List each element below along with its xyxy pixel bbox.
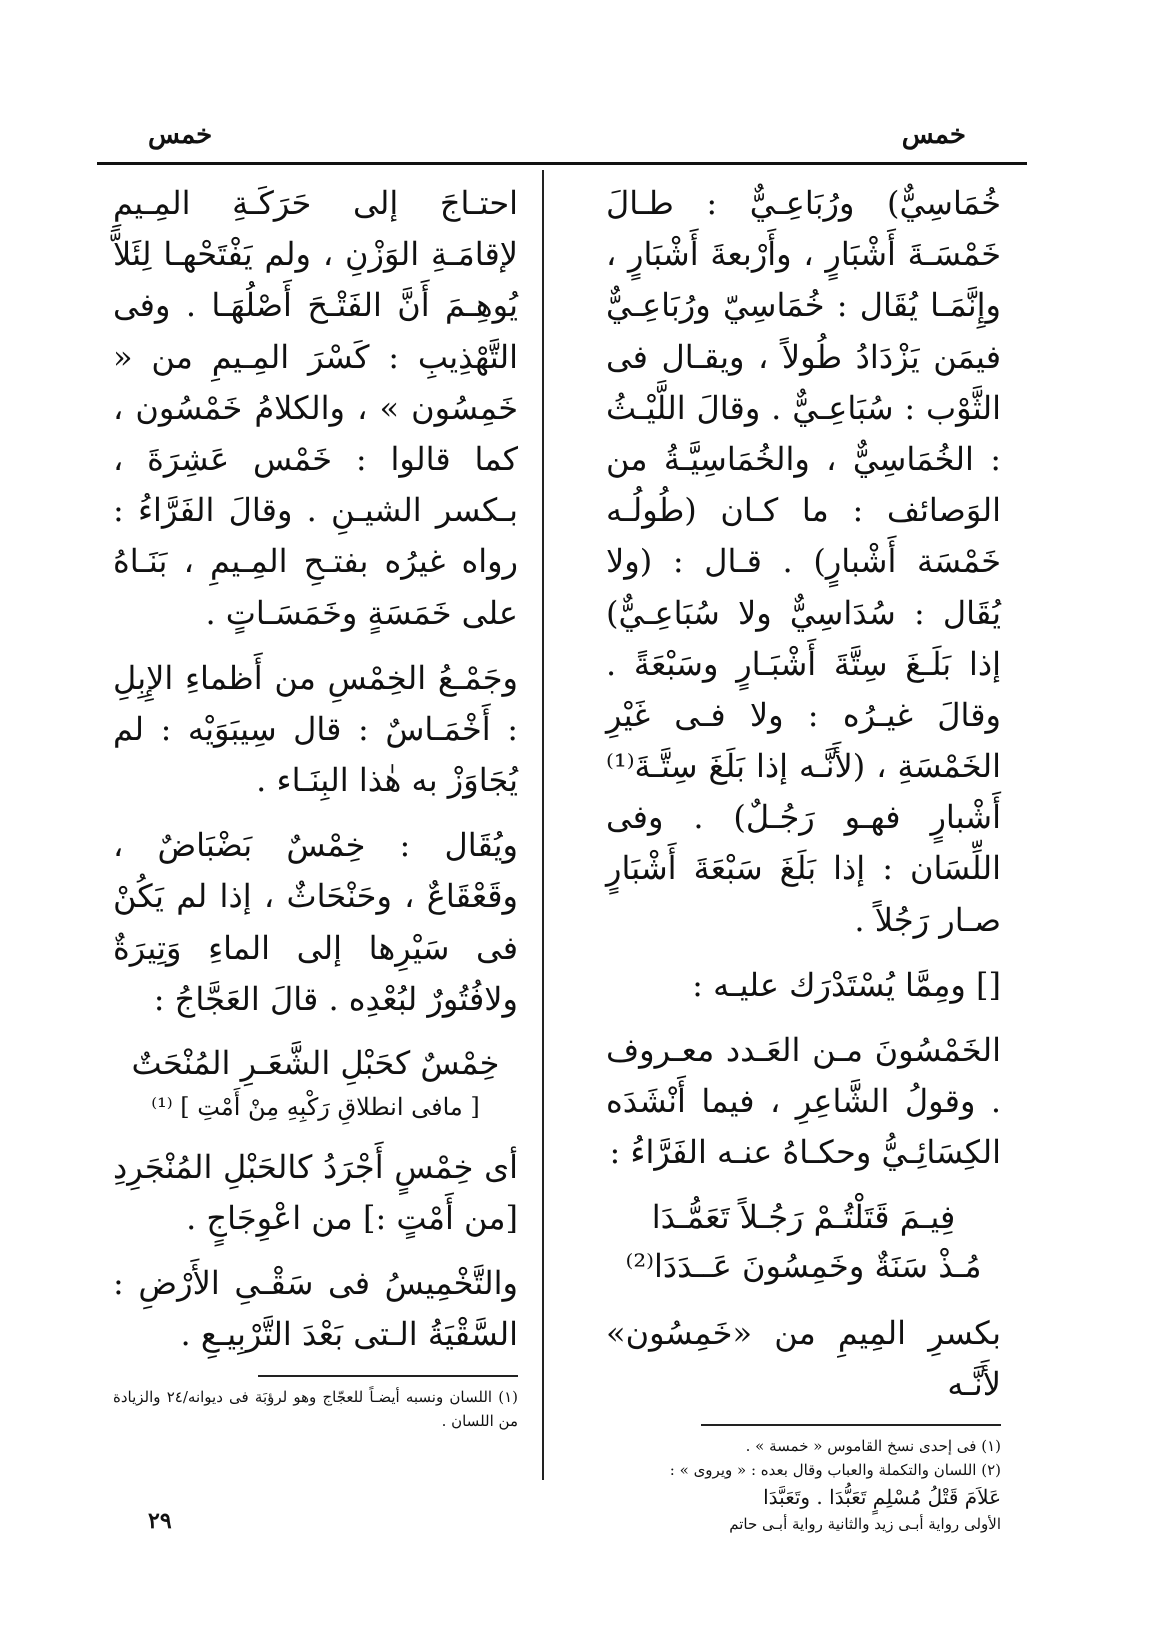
column-divider	[542, 170, 544, 1480]
left-column	[113, 178, 518, 1433]
paragraph: ويُقَال : خِمْسٌ بَضْبَاضٌ ، وقَعْقَاعٌ ، وحَنْحَاثٌ ، إذا لم يَكُنْ فى سَيْرِها إلى الماءِ وَتِيرَةٌ ولافُتُورٌ لبُعْدِه . قالَ العَجَّاجُ :	[113, 826, 518, 1018]
paragraph: خُمَاسِيٌّ) ورُبَاعِـيٌّ : طـالَ خَمْسَـةَ أَشْبَارٍ ، وأَرْبعةَ أَشْبَارٍ ، وإِنَّمَـا يُقَال : خُمَاسِيّ ورُبَاعِـيٌّ فيمَن يَزْدَادُ طُولاً ، ويقـال فى الثَّوْب : سُبَاعِـيٌّ . وقالَ اللَّيْـثُ : الخُمَاسِيٌّ ، والخُمَاسِيَّـةُ من الوَصائف : ما كـان (طُولُـه خَمْسَة أَشْبارٍ) . قـال : (ولا يُقَال : سُدَاسِيٌّ ولا سُبَاعِـيٌّ) إذا بَلَـغَ سِتَّةَ أَشْبَـارٍ وسَبْعَةً . وقالَ غيـرُه : ولا فـى غَيْرِ الخَمْسَةِ ، (لأَنَّـه إذا بَلَغَ سِتَّـةَ⁽¹⁾ أَشْبارٍ فهـو رَجُـلٌ) . وفى اللِّسَان : إذا بَلَغَ سَبْعَةَ أَشْبَارٍ صـار رَجُلاً .	[606, 184, 1001, 939]
footnote-rule	[701, 1424, 1001, 1426]
verse-line: [ مافى انطلاقِ رَكْبِهِ مِنْ أَمْتِ ] ⁽¹⁾	[151, 1092, 480, 1121]
footnote-rule	[258, 1375, 518, 1377]
footnote: (١) اللسان ونسبه أيضـاً للعجّاج وهو لرؤبَة فى ديوانه/٢٤ والزيادة من اللسان .	[113, 1387, 518, 1430]
footnote: (١) فى إحدى نسخ القاموس « خمسة » .	[745, 1437, 1001, 1456]
footnote: (٢) اللسان والتكملة والعباب وقال بعده : « ويروى » :	[669, 1461, 1001, 1480]
paragraph: وجَمْـعُ الخِمْسِ من أَظماءِ الإِبِلِ : أَخْمَـاسٌ : قال سِيبَوَيْه : لم يُجَاوَزْ به هٰذا البِنَـاء .	[113, 658, 518, 800]
footnote-verse: عَلاَمَ قَتْلُ مُسْلِمٍ تَعَبُّدَا . وتَعَبَّدَا	[763, 1485, 1001, 1510]
paragraph: بكسرِ المِيمِ من «خَمِسُون» لأَنَّـه	[606, 1313, 1001, 1403]
header-rule	[97, 162, 1027, 165]
paragraph: الخَمْسُونَ مـن العَـدد معـروف . وقولُ الشَّاعِرِ ، فيما أَنْشَدَه الكِسَائِـيُّ وحكـاهُ عنـه الفَرَّاءُ :	[606, 1031, 1001, 1172]
verse-line: مُـذْ سَنَةٌ وخَمِسُونَ عَــدَدَا⁽²⁾	[625, 1247, 982, 1286]
verse-block	[113, 1039, 518, 1126]
verse-line: فِيـمَ قَتَلْتُـمْ رَجُـلاً تَعَمُّـدَا	[651, 1197, 956, 1236]
running-header-left: خمس	[148, 120, 213, 150]
page-number: ٢٩	[148, 1508, 172, 1534]
paragraph: [] ومِمَّا يُسْتَدْرَك عليـه :	[692, 965, 1001, 1004]
verse-block	[606, 1193, 1001, 1292]
footnote: الأولى رواية أبـى زيد والثانية رواية أبـى حاتم	[729, 1515, 1001, 1534]
running-header-right: خمس	[901, 120, 966, 150]
paragraph: احتـاجَ إلى حَرَكَـةِ المِـيمِ لإقامَـةِ الوَزْنِ ، ولم يَفْتَحْهـا لِئَلاَّ يُوهِـمَ أَنَّ الفَتْـحَ أَصْلُهَـا . وفى التَّهْذِيبِ : كَسْرَ المِـيمِ من « خَمِسُون » ، والكلامُ خَمْسُون ، كما قالوا : خَمْس عَشِرَةَ ، بـكسر الشيـنِ . وقالَ الفَرَّاءُ : رواه غيرُه بفتـحِ المِـيمِ ، بَنَـاهُ على خَمَسَةٍ وخَمَسَـاتٍ .	[113, 184, 518, 632]
paragraph: والتَّخْمِيسُ فى سَقْـىِ الأَرْضِ : السَّقْيَةُ الـتى بَعْدَ التَّرْبِيـعِ .	[113, 1264, 518, 1354]
paragraph: أى خِمْسٍ أَجْرَدُ كالحَبْلِ المُنْجَرِدِ [من أَمْتٍ :] من اعْوِجَاجٍ .	[113, 1147, 518, 1237]
verse-line: خِمْسٌ كحَبْلِ الشَّعَـرِ المُنْحَتٌ	[131, 1044, 500, 1082]
right-column	[606, 178, 1001, 1536]
